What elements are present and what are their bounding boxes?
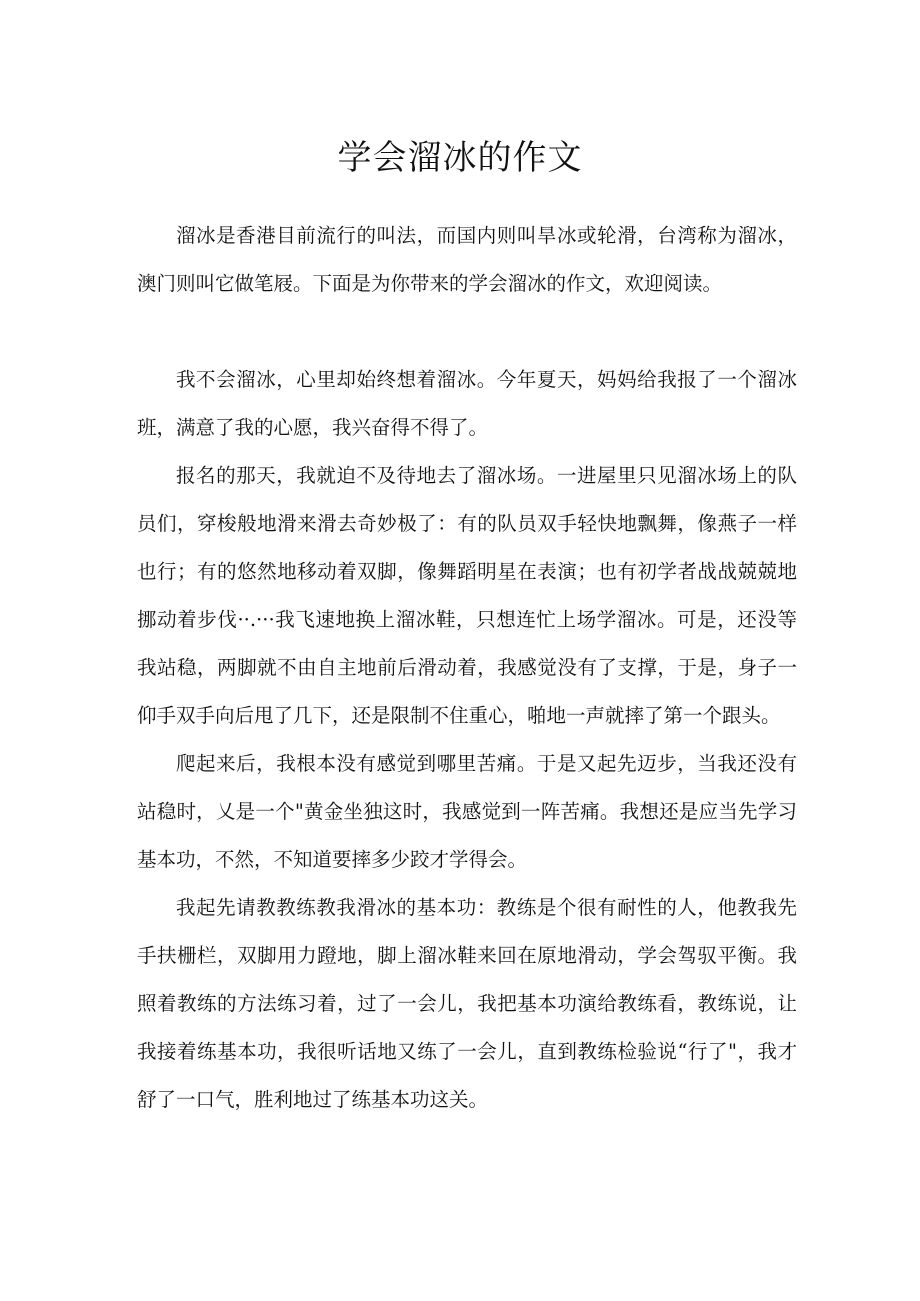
essay-body [137,356,797,1124]
intro-section [137,212,797,308]
paragraph-4: 我起先请教教练教我滑冰的基本功：教练是个很有耐性的人，他教我先手扶栅栏，双脚用力蹬地，脚上溜冰鞋来回在原地滑动，学会驾驭平衡。我照着教练的方法练习着，过了一会儿，我把基本功演给教练看，教练说，让我接着练基本功，我很听话地又练了一会儿，直到教练检验说“行了"，我才舒了一口气，胜利地过了练基本功这关。 [137,896,797,1111]
paragraph-2: 报名的那天，我就迫不及待地去了溜冰场。一进屋里只见溜冰场上的队员们，穿梭般地滑来滑去奇妙极了：有的队员双手轻快地飘舞，像燕子一样也行；有的悠然地移动着双脚，像舞蹈明星在表演；也有初学者战战兢兢地挪动着步伐··.···我飞速地换上溜冰鞋，只想连忙上场学溜冰。可是，还没等我站稳，两脚就不由自主地前后滑动着，我感觉没有了支撑，于是，身子一仰手双手向后甩了几下，还是限制不住重心，啪地一声就摔了第一个跟头。 [137,464,797,727]
document-title: 学会溜冰的作文 [337,138,583,178]
intro-paragraph: 溜冰是香港目前流行的叫法，而国内则叫旱冰或轮滑，台湾称为溜冰，澳门则叫它做笔屐。下面是为你带来的学会溜冰的作文，欢迎阅读。 [137,224,797,295]
paragraph-3: 爬起来后，我根本没有感觉到哪里苦痛。于是又起先迈步，当我还没有站稳时，乂是一个"黄金坐独这时，我感觉到一阵苦痛。我想还是应当先学习基本功，不然，不知道要摔多少跤才学得会。 [137,752,797,871]
paragraph-1: 我不会溜冰，心里却始终想着溜冰。今年夏天，妈妈给我报了一个溜冰班，满意了我的心愿，我兴奋得不得了。 [137,368,797,439]
